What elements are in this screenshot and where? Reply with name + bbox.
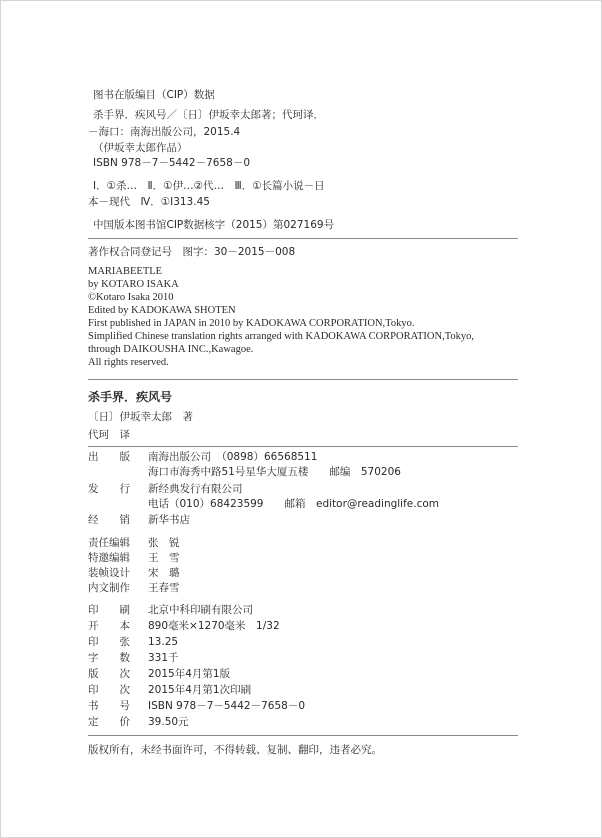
cip-classification: Ⅰ．①杀… Ⅱ．①伊…②代… Ⅲ．①长篇小说－日 xyxy=(93,180,325,192)
cip-line: －海口：南海出版公司，2015.4 xyxy=(88,126,241,138)
spec-value: 2015年4月第1次印刷 xyxy=(148,684,252,696)
spec-value: 13.25 xyxy=(148,636,179,648)
staff-value: 王春雪 xyxy=(148,582,180,594)
spec-value: 890毫米×1270毫米 1/32 xyxy=(148,620,280,632)
book-author: 〔日〕伊坂幸太郎 著 xyxy=(88,411,193,423)
spec-label: 字 数 xyxy=(88,652,130,664)
copyright-notice: 版权所有，未经书面许可，不得转载、复制、翻印，违者必究。 xyxy=(88,744,382,756)
cip-line: （伊坂幸太郎作品） xyxy=(93,142,188,154)
spec-label: 开 本 xyxy=(88,620,130,632)
spec-label: 书 号 xyxy=(88,700,130,712)
rights-line: All rights reserved. xyxy=(88,357,169,368)
divider xyxy=(88,446,518,447)
rights-line: by KOTARO ISAKA xyxy=(88,279,179,290)
staff-value: 王 雪 xyxy=(148,552,180,564)
divider xyxy=(88,735,518,736)
cip-classification: 本－现代 Ⅳ．①I313.45 xyxy=(88,196,210,208)
book-title: 杀手界．疾风号 xyxy=(88,390,173,404)
spec-value: 331千 xyxy=(148,652,179,664)
cip-line: ISBN 978－7－5442－7658－0 xyxy=(93,157,251,169)
distributor-label: 发 行 xyxy=(88,483,130,495)
divider xyxy=(88,379,518,380)
spec-label: 印 次 xyxy=(88,684,130,696)
staff-label: 责任编辑 xyxy=(88,537,130,549)
divider xyxy=(88,238,518,239)
rights-line: through DAIKOUSHA INC.,Kawagoe. xyxy=(88,344,254,355)
spec-label: 印 张 xyxy=(88,636,130,648)
seller-value: 新华书店 xyxy=(148,514,190,526)
staff-label: 特邀编辑 xyxy=(88,552,130,564)
spec-label: 印 刷 xyxy=(88,604,130,616)
rights-line: ©Kotaro Isaka 2010 xyxy=(88,292,174,303)
rights-line: MARIABEETLE xyxy=(88,266,163,277)
publisher-value: 南海出版公司 （0898）66568511 xyxy=(148,451,318,463)
distributor-phone: 电话（010）68423599 邮箱 editor@readinglife.com xyxy=(148,498,440,510)
rights-line: First published in JAPAN in 2010 by KADOKAWA CORPORATION,Tokyo. xyxy=(88,318,415,329)
publisher-address: 海口市海秀中路51号星华大厦五楼 邮编 570206 xyxy=(148,466,401,478)
spec-value: ISBN 978－7－5442－7658－0 xyxy=(148,700,306,712)
cip-line: 杀手界．疾风号／〔日〕伊坂幸太郎著；代珂译． xyxy=(93,109,324,121)
rights-line: Simplified Chinese translation rights arranged with KADOKAWA CORPORATION,Tokyo, xyxy=(88,331,475,342)
book-translator: 代珂 译 xyxy=(88,429,130,441)
spec-value: 39.50元 xyxy=(148,716,189,728)
cip-number: 中国版本图书馆CIP数据核字（2015）第027169号 xyxy=(93,219,335,231)
spec-label: 版 次 xyxy=(88,668,130,680)
cip-heading: 图书在版编目（CIP）数据 xyxy=(93,89,215,101)
staff-value: 张 锐 xyxy=(148,537,180,549)
copyright-registration: 著作权合同登记号 图字：30－2015－008 xyxy=(88,246,296,258)
staff-value: 宋 璐 xyxy=(148,567,180,579)
rights-line: Edited by KADOKAWA SHOTEN xyxy=(88,305,236,316)
seller-label: 经 销 xyxy=(88,514,130,526)
publisher-label: 出 版 xyxy=(88,451,130,463)
spec-label: 定 价 xyxy=(88,716,130,728)
staff-label: 装帧设计 xyxy=(88,567,130,579)
spec-value: 北京中科印刷有限公司 xyxy=(148,604,253,616)
spec-value: 2015年4月第1版 xyxy=(148,668,231,680)
distributor-value: 新经典发行有限公司 xyxy=(148,483,243,495)
staff-label: 内文制作 xyxy=(88,582,130,594)
